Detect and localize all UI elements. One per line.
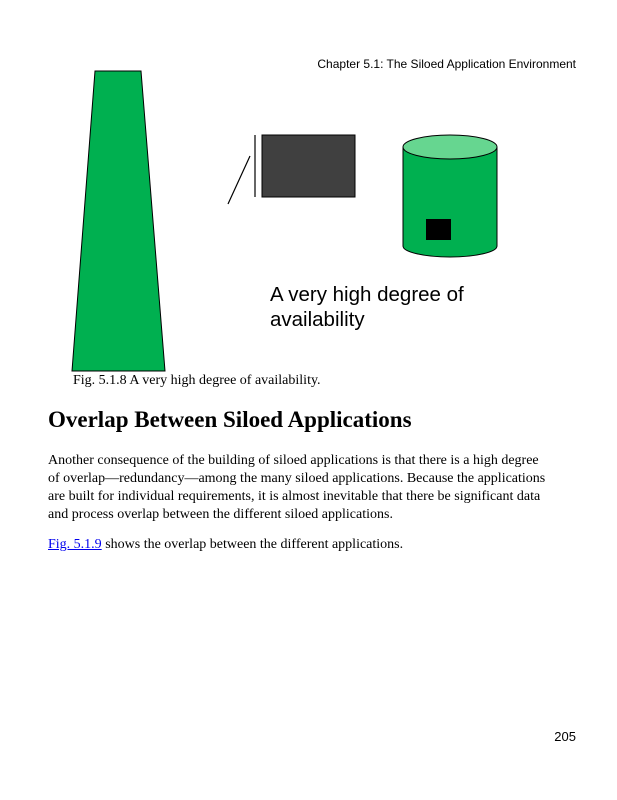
database-cylinder-top (403, 135, 497, 159)
paragraph-1-line-3: are built for individual requirements, it is almost inevitable that there be significant data (48, 489, 541, 504)
terminal-stand-diagonal (228, 156, 250, 204)
silo-tower-shape (72, 71, 165, 371)
paragraph-2-text: shows the overlap between the different applications. (101, 537, 404, 552)
paragraph-1-line-4: and process overlap between the different siloed applications. (48, 507, 393, 522)
figure-caption: Fig. 5.1.8 A very high degree of availability. (73, 373, 321, 388)
database-cylinder-body (403, 147, 497, 257)
figure-label-line-1: A very high degree of (270, 283, 464, 306)
body-paragraph-1 (48, 452, 576, 524)
body-paragraph-2 (48, 536, 576, 554)
section-heading: Overlap Between Siloed Applications (48, 407, 412, 432)
page-number: 205 (554, 729, 576, 744)
running-header: Chapter 5.1: The Siloed Application Environment (317, 57, 576, 71)
figure-label-line-2: availability (270, 308, 365, 331)
terminal-screen-shape (262, 135, 355, 197)
paragraph-1-line-1: Another consequence of the building of siloed applications is that there is a high degree (48, 453, 539, 468)
database-black-square (426, 219, 451, 240)
paragraph-1-line-2: of overlap—redundancy—among the many siloed applications. Because the applications (48, 471, 546, 486)
figure-5-1-9-link[interactable]: Fig. 5.1.9 (48, 537, 102, 552)
